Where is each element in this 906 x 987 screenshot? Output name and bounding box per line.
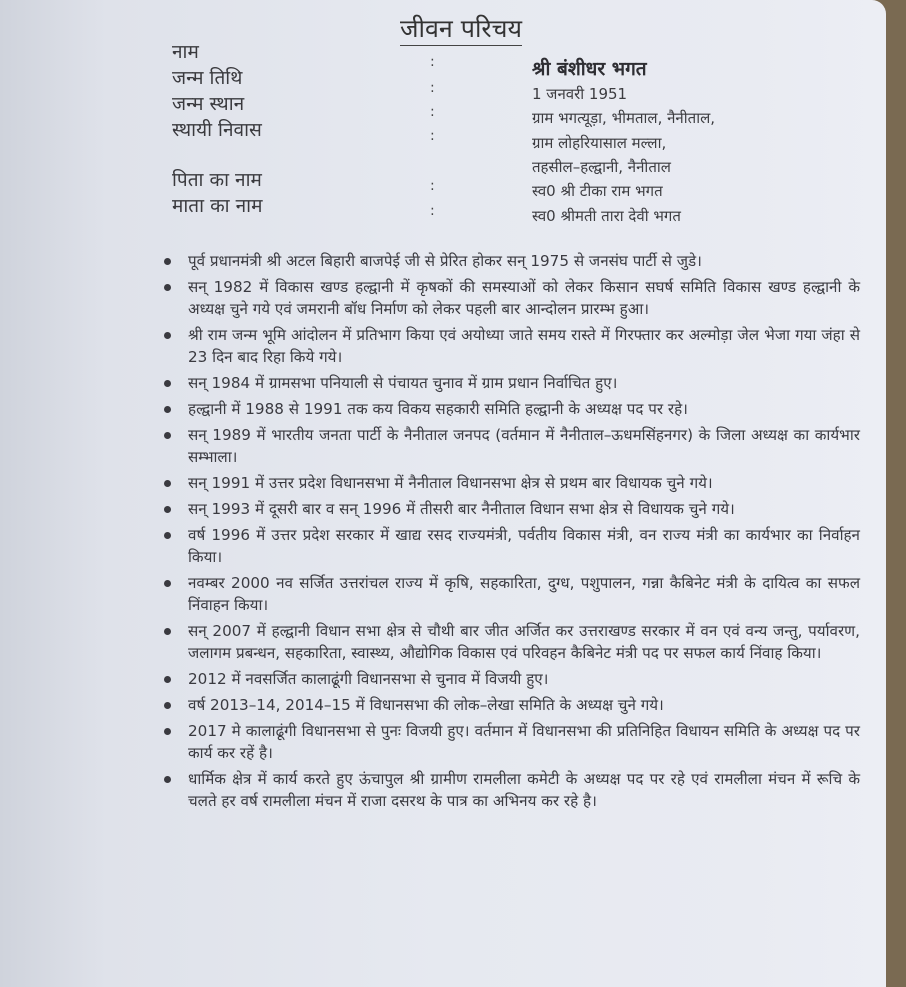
list-item: सन् 1991 में उत्तर प्रदेश विधानसभा में नैनीताल विधानसभा क्षेत्र से प्रथम बार विधायक चुने गये। xyxy=(160,472,860,494)
label-mother-name: माता का नाम xyxy=(172,195,263,217)
bullet-icon xyxy=(164,432,171,439)
value-mother-name: स्व0 श्रीमती तारा देवी भगत xyxy=(532,207,681,225)
colon-separator: : xyxy=(430,104,435,120)
list-item: पूर्व प्रधानमंत्री श्री अटल बिहारी बाजपेई जी से प्रेरित होकर सन् 1975 से जनसंघ पार्टी से जुडे। xyxy=(160,250,860,272)
colon-separator: : xyxy=(430,80,435,96)
colon-separator: : xyxy=(430,203,435,219)
document-title: जीवन परिचय xyxy=(400,14,522,46)
value-birth-date: 1 जनवरी 1951 xyxy=(532,85,628,103)
career-bullet-list xyxy=(160,250,860,816)
bullet-icon xyxy=(164,480,171,487)
bullet-icon xyxy=(164,776,171,783)
label-father-name: पिता का नाम xyxy=(172,169,262,191)
label-name: नाम xyxy=(172,41,199,63)
bullet-icon xyxy=(164,284,171,291)
list-item: सन् 2007 में हल्द्वानी विधान सभा क्षेत्र से चौथी बार जीत अर्जित कर उत्तराखण्ड सरकार में वन एवं वन्य जन्तु, पर्यावरण, जलागम प्रबन्धन, सहकारिता, स्वास्थ्य, औद्योगिक विकास एवं परिवहन कैबिनेट मंत्री पद पर सफल कार्य निंवाह किया। xyxy=(160,620,860,664)
list-item: सन् 1993 में दूसरी बार व सन् 1996 में तीसरी बार नैनीताल विधान सभा क्षेत्र से विधायक चुने गये। xyxy=(160,498,860,520)
bullet-icon xyxy=(164,532,171,539)
list-item: हल्द्वानी में 1988 से 1991 तक कय विकय सहकारी समिति हल्द्वानी के अध्यक्ष पद पर रहे। xyxy=(160,398,860,420)
bullet-icon xyxy=(164,676,171,683)
colon-separator: : xyxy=(430,54,435,70)
label-permanent-address: स्थायी निवास xyxy=(172,119,262,141)
value-permanent-address: ग्राम लोहरियासाल मल्ला, xyxy=(532,134,667,152)
colon-separator: : xyxy=(430,178,435,194)
bullet-icon xyxy=(164,628,171,635)
value-father-name: स्व0 श्री टीका राम भगत xyxy=(532,182,663,200)
list-item: वर्ष 1996 में उत्तर प्रदेश सरकार में खाद्य रसद राज्यमंत्री, पर्वतीय विकास मंत्री, वन राज्य मंत्री का कार्यभार का निर्वाहन किया। xyxy=(160,524,860,568)
list-item: 2012 में नवसर्जित कालाढूंगी विधानसभा से चुनाव में विजयी हुए। xyxy=(160,668,860,690)
value-birth-place: ग्राम भगत्यूड़ा, भीमताल, नैनीताल, xyxy=(532,109,716,127)
bullet-icon xyxy=(164,380,171,387)
bullet-icon xyxy=(164,506,171,513)
list-item: वर्ष 2013–14, 2014–15 में विधानसभा की लोक–लेखा समिति के अध्यक्ष चुने गये। xyxy=(160,694,860,716)
label-birth-place: जन्म स्थान xyxy=(172,93,245,115)
list-item: सन् 1984 में ग्रामसभा पनियाली से पंचायत चुनाव में ग्राम प्रधान निर्वाचित हुए। xyxy=(160,372,860,394)
label-birth-date: जन्म तिथि xyxy=(172,67,243,89)
bullet-icon xyxy=(164,728,171,735)
bullet-icon xyxy=(164,702,171,709)
list-item: सन् 1982 में विकास खण्ड हल्द्वानी में कृषकों की समस्याओं को लेकर किसान सघर्ष समिति विकास खण्ड हल्द्वानी के अध्यक्ष चुने गये एवं जमरानी बॉध निर्माण को लेकर पहली बार आन्दोलन प्रारम्भ हुआ। xyxy=(160,276,860,320)
bullet-icon xyxy=(164,406,171,413)
value-name: श्री बंशीधर भगत xyxy=(532,58,647,80)
list-item: सन् 1989 में भारतीय जनता पार्टी के नैनीताल जनपद (वर्तमान में नैनीताल–ऊधमसिंहनगर) के जिला अध्यक्ष का कार्यभार सम्भाला। xyxy=(160,424,860,468)
list-item: धार्मिक क्षेत्र में कार्य करते हुए ऊंचापुल श्री ग्रामीण रामलीला कमेटी के अध्यक्ष पद पर रहे एवं रामलीला मंचन में रूचि के चलते हर वर्ष रामलीला मंचन में राजा दसरथ के पात्र का अभिनय कर रहे है। xyxy=(160,768,860,812)
bullet-icon xyxy=(164,258,171,265)
value-permanent-address-line2: तहसील–हल्द्वानी, नैनीताल xyxy=(532,158,671,176)
list-item: नवम्बर 2000 नव सर्जित उत्तरांचल राज्य में कृषि, सहकारिता, दुग्ध, पशुपालन, गन्ना कैबिनेट मंत्री के दायित्व का सफल निंवाहन किया। xyxy=(160,572,860,616)
bullet-icon xyxy=(164,332,171,339)
colon-separator: : xyxy=(430,128,435,144)
list-item: 2017 मे कालाढूंगी विधानसभा से पुनः विजयी हुए। वर्तमान में विधानसभा की प्रतिनिहित विधायन समिति के अध्यक्ष पद पर कार्य कर रहें है। xyxy=(160,720,860,764)
list-item: श्री राम जन्म भूमि आंदोलन में प्रतिभाग किया एवं अयोध्या जाते समय रास्ते में गिरफ्तार कर अल्मोड़ा जेल भेजा गया जंहा से 23 दिन बाद रिहा किये गये। xyxy=(160,324,860,368)
bullet-icon xyxy=(164,580,171,587)
